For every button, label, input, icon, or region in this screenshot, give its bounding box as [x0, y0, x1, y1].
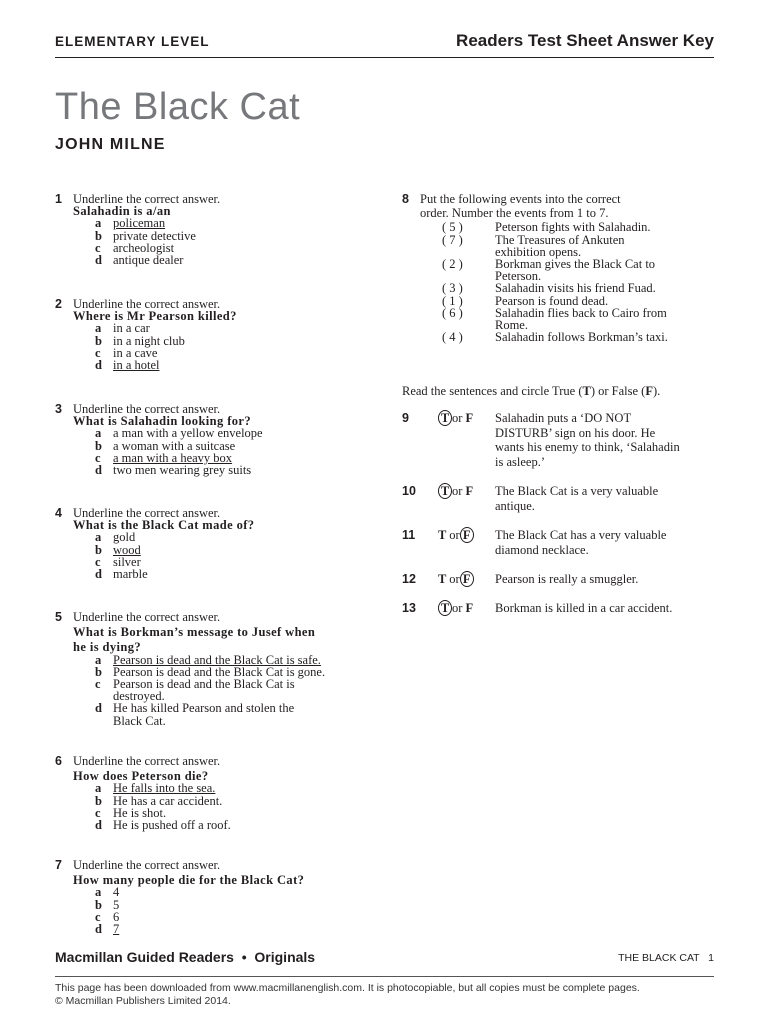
event-text-line-1: Salahadin flies back to Cairo from [495, 305, 667, 320]
option-letter: a [95, 216, 102, 231]
item-statement [495, 572, 720, 587]
statement-line: Pearson is really a smuggler. [495, 572, 639, 586]
event-order: ( 3 ) [442, 281, 463, 296]
event-text: Salahadin visits his friend Fuad. [495, 281, 656, 296]
statement-line: is asleep.’ [495, 454, 545, 469]
question-number: 7 [55, 858, 62, 872]
question-text-line-2: he is dying? [73, 640, 142, 655]
footer-copyright: © Macmillan Publishers Limited 2014. [55, 995, 231, 1007]
or-text: or [452, 411, 463, 425]
option-letter: d [95, 818, 102, 833]
option-text-line-1: Pearson is dead and the Black Cat is [113, 677, 295, 692]
footer-note [55, 982, 725, 1008]
event-text-line-2: Rome. [495, 318, 528, 333]
circled-true: T [438, 410, 452, 426]
question-number: 2 [55, 297, 62, 311]
true-false-item-12 [402, 572, 722, 588]
question-instruction: Underline the correct answer. [73, 402, 221, 416]
header-divider [55, 57, 714, 58]
item-statement [495, 484, 720, 513]
question-number: 4 [55, 506, 62, 520]
event-text: Peterson fights with Salahadin. [495, 220, 651, 235]
event-item [420, 234, 720, 258]
option-letter: d [95, 567, 102, 582]
question-instruction-line-1: Put the following events into the correct [420, 192, 621, 206]
option-letter: a [95, 426, 102, 441]
item-statement [495, 411, 720, 469]
option-text-correct: wood [113, 542, 141, 557]
event-item [420, 258, 720, 282]
question-8 [402, 192, 720, 345]
option-text-correct: a man with a heavy box [113, 450, 233, 465]
question-text: What is Salahadin looking for? [73, 414, 252, 429]
event-order: ( 6 ) [442, 305, 463, 320]
or-text: or [452, 601, 463, 615]
true-false-item-11 [402, 528, 722, 558]
true-false-choice [438, 572, 488, 587]
option-letter: a [95, 781, 102, 796]
false-letter: F [645, 384, 653, 398]
statement-line: wants his enemy to think, ‘Salahadin [495, 440, 680, 454]
question-instruction: Underline the correct answer. [73, 610, 221, 624]
question-3 [55, 402, 373, 478]
option-letter: a [95, 885, 102, 900]
question-text: What is the Black Cat made of? [73, 518, 255, 533]
true-false-item-9 [402, 411, 722, 471]
level-label: ELEMENTARY LEVEL [55, 34, 210, 49]
option-text: He is pushed off a roof. [113, 818, 231, 833]
item-number: 11 [402, 528, 416, 542]
item-number: 12 [402, 572, 416, 586]
instruction-text: ) or False ( [590, 384, 646, 398]
footer-divider [55, 976, 714, 977]
question-number: 3 [55, 402, 62, 416]
true-false-item-10 [402, 484, 722, 514]
option-letter: d [95, 358, 102, 373]
option-text: 6 [113, 909, 120, 924]
question-2 [55, 297, 373, 373]
option-text-line-1: He has killed Pearson and stolen the [113, 701, 295, 716]
footer-download-note: This page has been downloaded from www.macmillanenglish.com. It is photocopiable, but all copies must be complete pages. [55, 982, 640, 994]
statement-line: DISTURB’ sign on his door. He [495, 425, 656, 440]
true-false-choice [438, 484, 488, 499]
option-letter: c [95, 554, 101, 569]
event-order: ( 7 ) [442, 232, 463, 247]
option-letter: a [95, 530, 102, 545]
option-d [73, 702, 383, 726]
true-letter: T [582, 384, 591, 398]
question-text-line-1: What is Borkman’s message to Jusef when [73, 625, 316, 640]
question-text: How does Peterson die? [73, 769, 209, 784]
or-text: or [452, 484, 463, 498]
option-letter: b [95, 333, 102, 348]
option-letter: c [95, 909, 101, 924]
question-instruction: Underline the correct answer. [73, 192, 221, 206]
option-letter: b [95, 228, 102, 243]
option-text-line-2: destroyed. [113, 689, 165, 704]
question-7 [55, 858, 373, 937]
item-statement [495, 601, 720, 616]
option-d [73, 359, 373, 371]
statement-line: Salahadin puts a ‘DO NOT [495, 411, 632, 425]
option-d [73, 254, 373, 266]
event-item [420, 307, 720, 331]
question-text: Where is Mr Pearson killed? [73, 309, 237, 324]
question-number: 5 [55, 610, 62, 624]
question-text: How many people die for the Black Cat? [73, 873, 305, 888]
circled-true: T [438, 600, 452, 616]
option-text: He is shot. [113, 805, 167, 820]
option-text: 4 [113, 885, 120, 900]
event-text-line-2: exhibition opens. [495, 244, 582, 259]
option-text: two men wearing grey suits [113, 463, 252, 478]
option-c [73, 678, 383, 702]
question-number: 8 [402, 192, 409, 206]
option-text: private detective [113, 228, 196, 243]
option-text: antique dealer [113, 253, 184, 268]
event-text: Pearson is found dead. [495, 293, 609, 308]
question-instruction: Underline the correct answer. [73, 297, 221, 311]
true-false-instruction [402, 384, 660, 399]
option-text: a woman with a suitcase [113, 438, 236, 453]
page-label: THE BLACK CAT 1 [618, 952, 714, 964]
or-text: or [449, 528, 460, 542]
true-false-choice [438, 528, 488, 543]
question-instruction: Underline the correct answer. [73, 754, 221, 768]
question-number: 1 [55, 192, 62, 206]
option-text-correct: He falls into the sea. [113, 781, 216, 796]
statement-line: The Black Cat has a very valuable [495, 528, 667, 542]
question-4 [55, 506, 373, 582]
option-text-correct: Pearson is dead and the Black Cat is safe. [113, 652, 321, 667]
question-1 [55, 192, 373, 268]
option-letter: b [95, 897, 102, 912]
question-5 [55, 610, 383, 728]
event-text-line-1: The Treasures of Ankuten [495, 232, 625, 247]
false-option: F [465, 601, 474, 615]
event-item [420, 331, 720, 343]
option-text-line-2: Black Cat. [113, 713, 166, 728]
item-number: 9 [402, 411, 409, 425]
statement-line: The Black Cat is a very valuable [495, 484, 659, 498]
event-text-line-1: Borkman gives the Black Cat to [495, 257, 656, 272]
option-letter: b [95, 438, 102, 453]
true-option: T [438, 528, 447, 542]
option-text: in a cave [113, 345, 158, 360]
question-number: 6 [55, 754, 62, 768]
author-name: JOHN MILNE [55, 136, 166, 153]
question-6 [55, 754, 373, 833]
option-letter: c [95, 345, 101, 360]
option-text: gold [113, 530, 136, 545]
instruction-text: ). [652, 384, 661, 398]
true-option: T [438, 572, 447, 586]
event-order: ( 4 ) [442, 330, 463, 345]
sheet-title: Readers Test Sheet Answer Key [456, 31, 714, 50]
question-instruction-line-2: order. Number the events from 1 to 7. [420, 206, 609, 221]
item-number: 13 [402, 601, 416, 615]
event-text: Salahadin follows Borkman’s taxi. [495, 330, 668, 345]
option-letter: c [95, 240, 101, 255]
circled-false: F [460, 527, 474, 543]
statement-line: diamond necklace. [495, 542, 589, 557]
item-number: 10 [402, 484, 416, 498]
option-letter: b [95, 664, 102, 679]
option-text-correct: in a hotel [113, 358, 160, 373]
option-text: marble [113, 567, 148, 582]
option-text: 5 [113, 897, 120, 912]
option-text: archeologist [113, 240, 175, 255]
option-letter: b [95, 542, 102, 557]
false-option: F [465, 411, 474, 425]
option-text: in a night club [113, 333, 185, 348]
option-letter: a [95, 652, 102, 667]
option-d [73, 568, 373, 580]
option-d [73, 464, 373, 476]
option-text-correct: 7 [113, 922, 120, 937]
statement-line: antique. [495, 498, 535, 513]
option-text: a man with a yellow envelope [113, 426, 263, 441]
option-letter: d [95, 922, 102, 937]
event-order: ( 5 ) [442, 220, 463, 235]
circled-false: F [460, 571, 474, 587]
instruction-text: Read the sentences and circle True ( [402, 384, 583, 398]
option-letter: d [95, 463, 102, 478]
option-text-correct: policeman [113, 216, 166, 231]
false-option: F [465, 484, 474, 498]
true-false-item-13 [402, 601, 722, 617]
option-d [73, 923, 373, 935]
option-text: Pearson is dead and the Black Cat is gone. [113, 664, 326, 679]
true-false-choice [438, 601, 488, 616]
event-order: ( 2 ) [442, 257, 463, 272]
option-letter: c [95, 450, 101, 465]
statement-line: Borkman is killed in a car accident. [495, 601, 673, 615]
true-false-choice [438, 411, 488, 426]
option-text: in a car [113, 321, 150, 336]
option-letter: a [95, 321, 102, 336]
question-instruction: Underline the correct answer. [73, 858, 221, 872]
event-order: ( 1 ) [442, 293, 463, 308]
book-title: The Black Cat [55, 86, 301, 128]
option-letter: d [95, 253, 102, 268]
question-instruction: Underline the correct answer. [73, 506, 221, 520]
option-letter: c [95, 805, 101, 820]
question-text: Salahadin is a/an [73, 204, 171, 219]
or-text: or [449, 572, 460, 586]
circled-true: T [438, 483, 452, 499]
option-letter: d [95, 701, 102, 716]
option-letter: c [95, 677, 101, 692]
option-letter: b [95, 793, 102, 808]
series-name: Macmillan Guided Readers • Originals [55, 949, 316, 965]
option-d [73, 819, 373, 831]
option-text: silver [113, 554, 141, 569]
event-text-line-2: Peterson. [495, 269, 542, 284]
item-statement [495, 528, 720, 557]
option-text: He has a car accident. [113, 793, 223, 808]
